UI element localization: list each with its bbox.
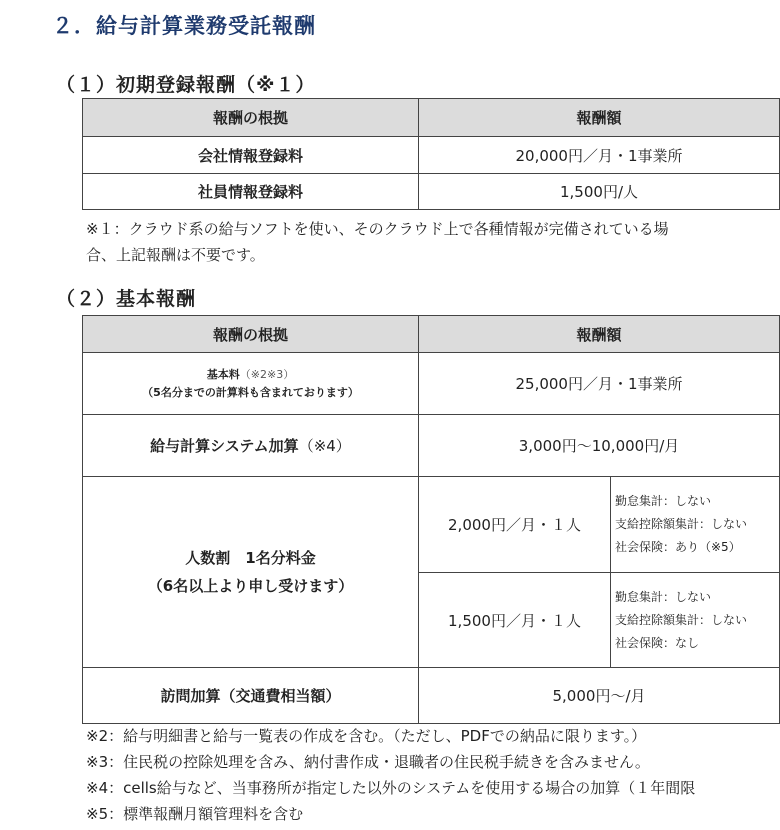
per-person-label-line2: （6名以上より申し受けます） bbox=[147, 577, 354, 595]
tier1-conditions bbox=[611, 477, 780, 573]
company-registration-label: 会社情報登録料 bbox=[83, 137, 419, 174]
tier2-amount: 1,500円／月・１人 bbox=[419, 573, 611, 668]
tier1-condition-deduction: 支給控除額集計：しない bbox=[615, 517, 748, 531]
note-3: ※3：住民税の控除処理を含み、納付書作成・退職者の住民税手続きを含みません。 bbox=[86, 753, 650, 771]
tier1-condition-insurance: 社会保険：あり（※5） bbox=[615, 540, 741, 554]
basic-fee-table bbox=[82, 315, 780, 724]
system-fee-annotation: （※4） bbox=[298, 437, 351, 455]
base-fee-annotation: （※2※3） bbox=[239, 367, 295, 381]
note-4: ※4：cells給与など、当事務所が指定した以外のシステムを使用する場合の加算（１年間限 bbox=[86, 779, 696, 797]
per-person-label-line1: 人数割 1名分料金 bbox=[185, 549, 316, 567]
visit-fee-amount: 5,000円〜/月 bbox=[419, 668, 780, 724]
header-amount: 報酬額 bbox=[419, 316, 780, 353]
base-fee-label bbox=[83, 353, 419, 415]
header-basis: 報酬の根拠 bbox=[83, 99, 419, 137]
base-fee-name: 基本料 bbox=[206, 367, 240, 381]
employee-registration-label: 社員情報登録料 bbox=[83, 174, 419, 210]
note-2: ※2：給与明細書と給与一覧表の作成を含む。（ただし、PDFでの納品に限ります。） bbox=[86, 727, 647, 745]
tier2-condition-attendance: 勤怠集計：しない bbox=[615, 589, 712, 604]
basic-fee-title: （２）基本報酬 bbox=[56, 288, 197, 310]
per-person-label bbox=[83, 477, 419, 668]
initial-note-line2: 合、上記報酬は不要です。 bbox=[86, 246, 265, 264]
visit-fee-label: 訪問加算（交通費相当額） bbox=[83, 668, 419, 724]
initial-fee-title: （１）初期登録報酬（※１） bbox=[56, 74, 316, 96]
note-5: ※5：標準報酬月額管理料を含む bbox=[86, 805, 304, 823]
section-title: ２．給与計算業務受託報酬 bbox=[52, 14, 316, 38]
system-fee-label bbox=[83, 415, 419, 477]
system-fee-name: 給与計算システム加算 bbox=[150, 437, 299, 455]
header-basis: 報酬の根拠 bbox=[83, 316, 419, 353]
base-fee-sub: （5名分までの計算料も含まれております） bbox=[142, 385, 359, 399]
company-registration-amount: 20,000円／月・1事業所 bbox=[419, 137, 780, 174]
initial-fee-table bbox=[82, 98, 780, 210]
header-amount: 報酬額 bbox=[419, 99, 780, 137]
tier2-condition-insurance: 社会保険：なし bbox=[615, 635, 700, 650]
tier1-condition-attendance: 勤怠集計：しない bbox=[615, 494, 712, 508]
tier2-conditions bbox=[611, 573, 780, 668]
tier2-condition-deduction: 支給控除額集計：しない bbox=[615, 612, 748, 627]
employee-registration-amount: 1,500円/人 bbox=[419, 174, 780, 210]
tier1-amount: 2,000円／月・１人 bbox=[419, 477, 611, 573]
system-fee-amount: 3,000円〜10,000円/月 bbox=[419, 415, 780, 477]
base-fee-amount: 25,000円／月・1事業所 bbox=[419, 353, 780, 415]
initial-note-line1: ※１：クラウド系の給与ソフトを使い、そのクラウド上で各種情報が完備されている場 bbox=[86, 220, 669, 238]
